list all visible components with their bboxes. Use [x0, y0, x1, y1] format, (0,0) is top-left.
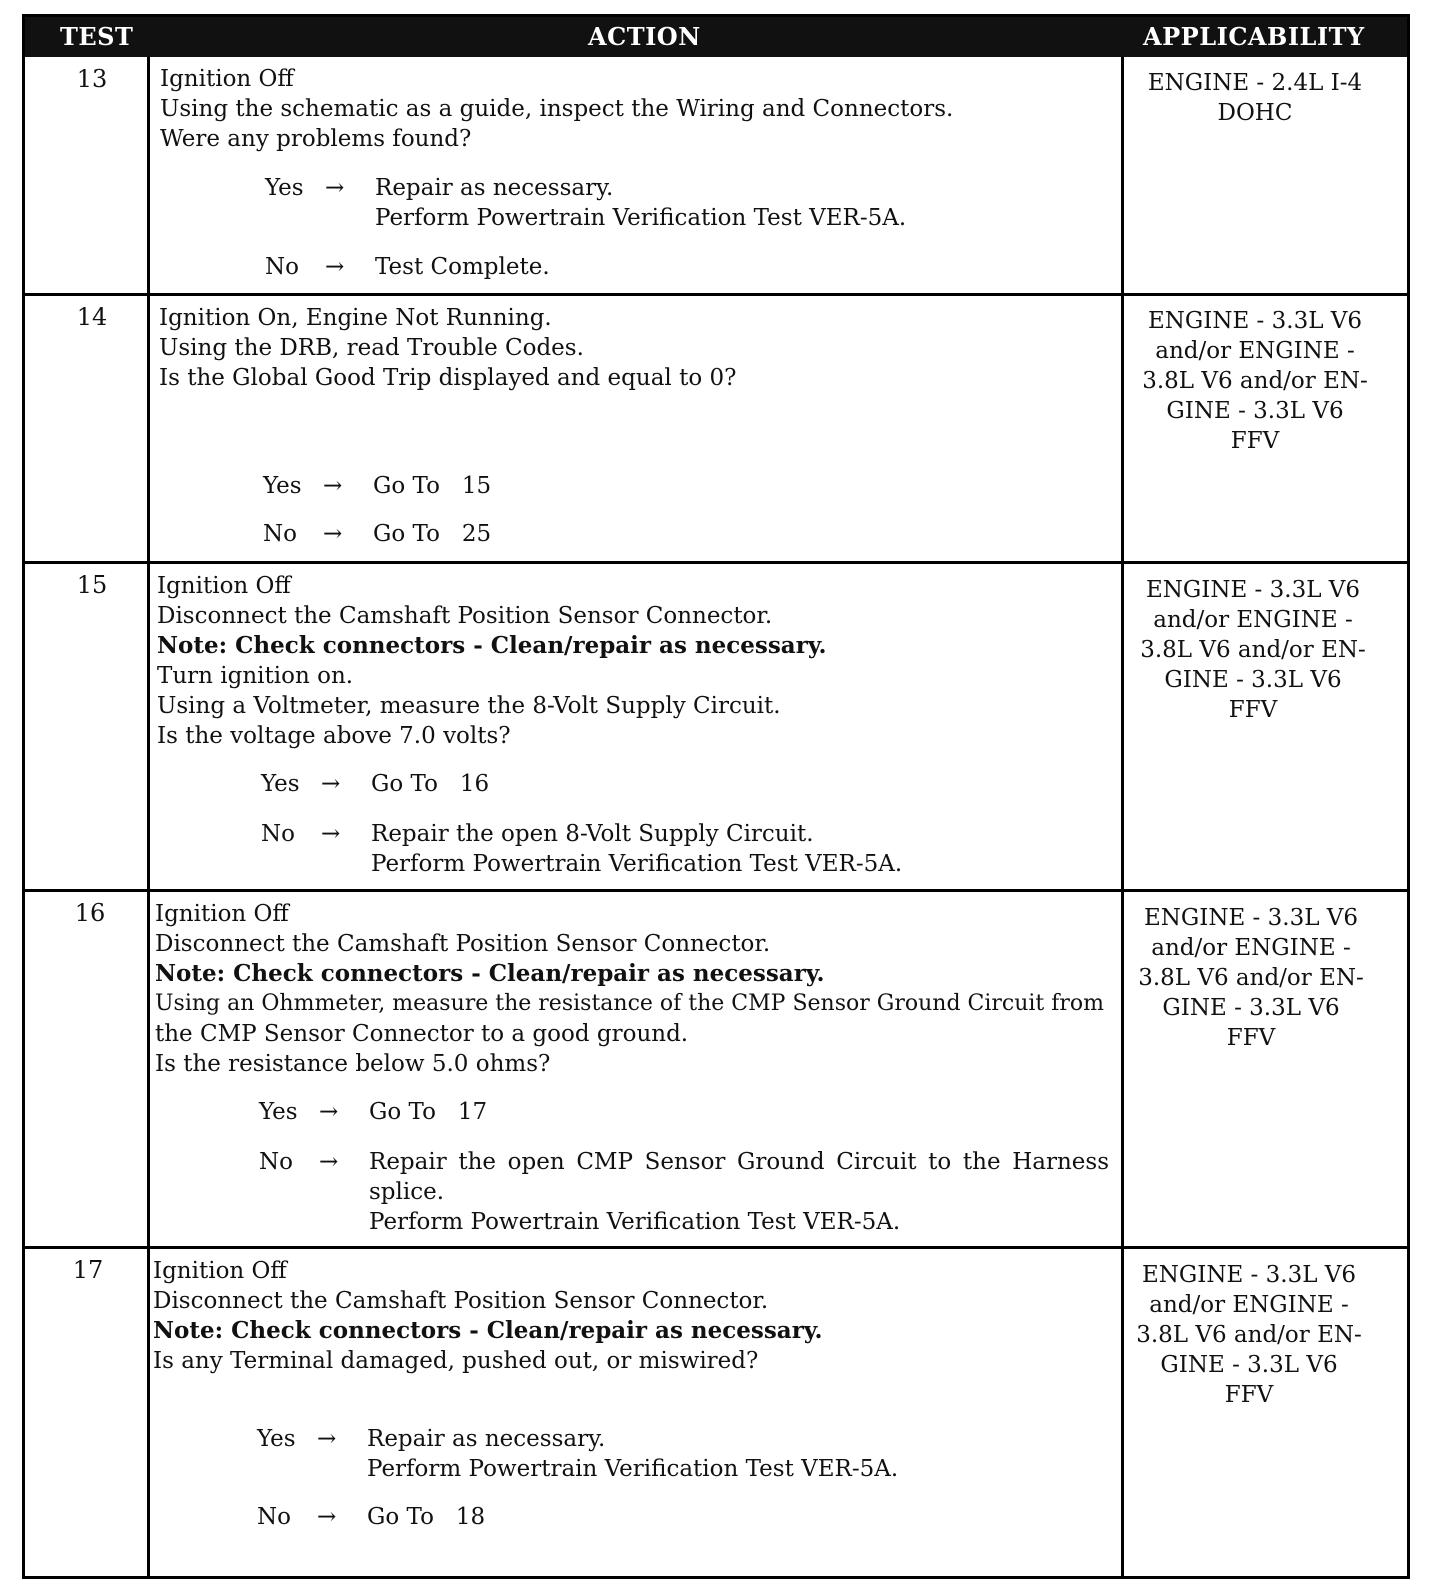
header-test: TEST [60, 22, 134, 51]
result-line: Repair as necessary. [367, 1426, 606, 1452]
yes-label: Yes [261, 771, 300, 797]
action-line: Turn ignition on. [157, 663, 354, 689]
arrow-icon: → [317, 1426, 337, 1452]
action-text [159, 303, 736, 393]
applicability-line: ENGINE - 2.4L I-4 [1147, 70, 1363, 96]
test-number: 13 [76, 65, 108, 93]
header-applicability: APPLICABILITY [1143, 22, 1365, 51]
action-line: Using the DRB, read Trouble Codes. [159, 335, 584, 361]
action-text [157, 571, 827, 751]
action-line: Is the Global Good Trip displayed and equal to 0? [159, 365, 737, 391]
arrow-icon: → [325, 254, 345, 280]
result-line: Perform Powertrain Verification Test VER-5A. [367, 1456, 899, 1482]
no-result [367, 1502, 485, 1532]
applicability-line: and/or ENGINE - [1155, 338, 1355, 364]
result-line: Perform Powertrain Verification Test VER-5A. [371, 851, 903, 877]
test-number: 17 [72, 1256, 104, 1284]
applicability-line: ENGINE - 3.3L V6 [1145, 577, 1361, 603]
applicability-line: 3.8L V6 and/or EN- [1138, 965, 1364, 991]
arrow-icon: → [321, 771, 341, 797]
yes-result [371, 769, 489, 799]
applicability-line: FFV [1226, 1025, 1276, 1051]
column-divider [147, 57, 150, 1576]
action-line: Is any Terminal damaged, pushed out, or miswired? [153, 1348, 759, 1374]
applicability-line: and/or ENGINE - [1151, 935, 1351, 961]
no-label: No [265, 254, 299, 280]
action-line: Disconnect the Camshaft Position Sensor Connector. [153, 1288, 769, 1314]
result-line: Go To 16 [371, 771, 490, 797]
arrow-icon: → [317, 1504, 337, 1530]
applicability-line: and/or ENGINE - [1149, 1292, 1349, 1318]
yes-label: Yes [265, 175, 304, 201]
result-line: Go To 25 [373, 521, 492, 547]
action-line: Ignition On, Engine Not Running. [159, 305, 552, 331]
yes-result [375, 173, 906, 233]
result-line: Repair the open 8-Volt Supply Circuit. [371, 821, 814, 847]
result-line: Go To 18 [367, 1504, 486, 1530]
action-line: Disconnect the Camshaft Position Sensor Connector. [157, 603, 773, 629]
no-result [375, 252, 550, 282]
arrow-icon: → [319, 1149, 339, 1175]
yes-result [367, 1424, 898, 1484]
action-line: Ignition Off [155, 901, 289, 927]
applicability-line: GINE - 3.3L V6 [1164, 667, 1342, 693]
result-line: Perform Powertrain Verification Test VER-5A. [369, 1209, 901, 1235]
result-line: Go To 15 [373, 473, 492, 499]
applicability-line: GINE - 3.3L V6 [1162, 995, 1340, 1021]
no-result [371, 819, 902, 879]
column-divider [1121, 57, 1124, 1576]
result-line: Go To 17 [369, 1099, 488, 1125]
table-header [25, 17, 1407, 57]
applicability-line: 3.8L V6 and/or EN- [1136, 1322, 1362, 1348]
action-line: Were any problems found? [160, 126, 472, 152]
action-line: Ignition Off [160, 66, 294, 92]
applicability-line: GINE - 3.3L V6 [1166, 398, 1344, 424]
no-result [373, 519, 491, 549]
action-text [155, 899, 1104, 1079]
note-line: Note: Check connectors - Clean/repair as necessary. [157, 632, 827, 659]
test-number: 16 [74, 899, 106, 927]
row-divider [25, 889, 1407, 892]
row-divider [25, 293, 1407, 296]
applicability-line: 3.8L V6 and/or EN- [1140, 637, 1366, 663]
applicability-text [1135, 68, 1375, 128]
action-line: Is the resistance below 5.0 ohms? [155, 1051, 551, 1077]
applicability-line: FFV [1230, 428, 1280, 454]
applicability-line: ENGINE - 3.3L V6 [1141, 1262, 1357, 1288]
action-line: Is the voltage above 7.0 volts? [157, 723, 511, 749]
action-line: Disconnect the Camshaft Position Sensor Connector. [155, 931, 771, 957]
no-result [369, 1147, 1109, 1237]
applicability-line: ENGINE - 3.3L V6 [1143, 905, 1359, 931]
row-divider [25, 561, 1407, 564]
note-line: Note: Check connectors - Clean/repair as necessary. [153, 1317, 823, 1344]
result-line: Repair as necessary. [375, 175, 614, 201]
test-number: 14 [76, 303, 108, 331]
action-text [160, 64, 953, 154]
no-label: No [257, 1504, 291, 1530]
arrow-icon: → [323, 521, 343, 547]
action-line: the CMP Sensor Connector to a good ground. [155, 1021, 689, 1047]
applicability-line: 3.8L V6 and/or EN- [1142, 368, 1368, 394]
applicability-text [1129, 1260, 1369, 1410]
applicability-line: FFV [1224, 1382, 1274, 1408]
result-line: Repair the open CMP Sensor Ground Circuit to the Harness [369, 1149, 1109, 1175]
no-label: No [263, 521, 297, 547]
applicability-text [1135, 306, 1375, 456]
action-line: Ignition Off [153, 1258, 287, 1284]
diagnostic-test-table [22, 14, 1410, 1579]
action-line: Ignition Off [157, 573, 291, 599]
applicability-text [1133, 575, 1373, 725]
yes-label: Yes [263, 473, 302, 499]
arrow-icon: → [321, 821, 341, 847]
arrow-icon: → [319, 1099, 339, 1125]
no-label: No [259, 1149, 293, 1175]
applicability-line: and/or ENGINE - [1153, 607, 1353, 633]
applicability-line: GINE - 3.3L V6 [1160, 1352, 1338, 1378]
yes-result [369, 1097, 487, 1127]
yes-label: Yes [259, 1099, 298, 1125]
yes-label: Yes [257, 1426, 296, 1452]
arrow-icon: → [325, 175, 345, 201]
test-number: 15 [76, 571, 108, 599]
applicability-text [1131, 903, 1371, 1053]
result-line: splice. [369, 1179, 445, 1205]
applicability-line: FFV [1228, 697, 1278, 723]
arrow-icon: → [323, 473, 343, 499]
result-line: Perform Powertrain Verification Test VER-5A. [375, 205, 907, 231]
applicability-line: ENGINE - 3.3L V6 [1147, 308, 1363, 334]
note-line: Note: Check connectors - Clean/repair as necessary. [155, 960, 825, 987]
no-label: No [261, 821, 295, 847]
action-line: Using an Ohmmeter, measure the resistance of the CMP Sensor Ground Circuit from [155, 991, 1105, 1016]
result-line: Test Complete. [375, 254, 550, 280]
yes-result [373, 471, 491, 501]
action-text [153, 1256, 823, 1376]
action-line: Using the schematic as a guide, inspect the Wiring and Connectors. [160, 96, 954, 122]
header-action: ACTION [588, 22, 701, 51]
action-line: Using a Voltmeter, measure the 8-Volt Supply Circuit. [157, 693, 781, 719]
row-divider [25, 1246, 1407, 1249]
applicability-line: DOHC [1217, 100, 1293, 126]
